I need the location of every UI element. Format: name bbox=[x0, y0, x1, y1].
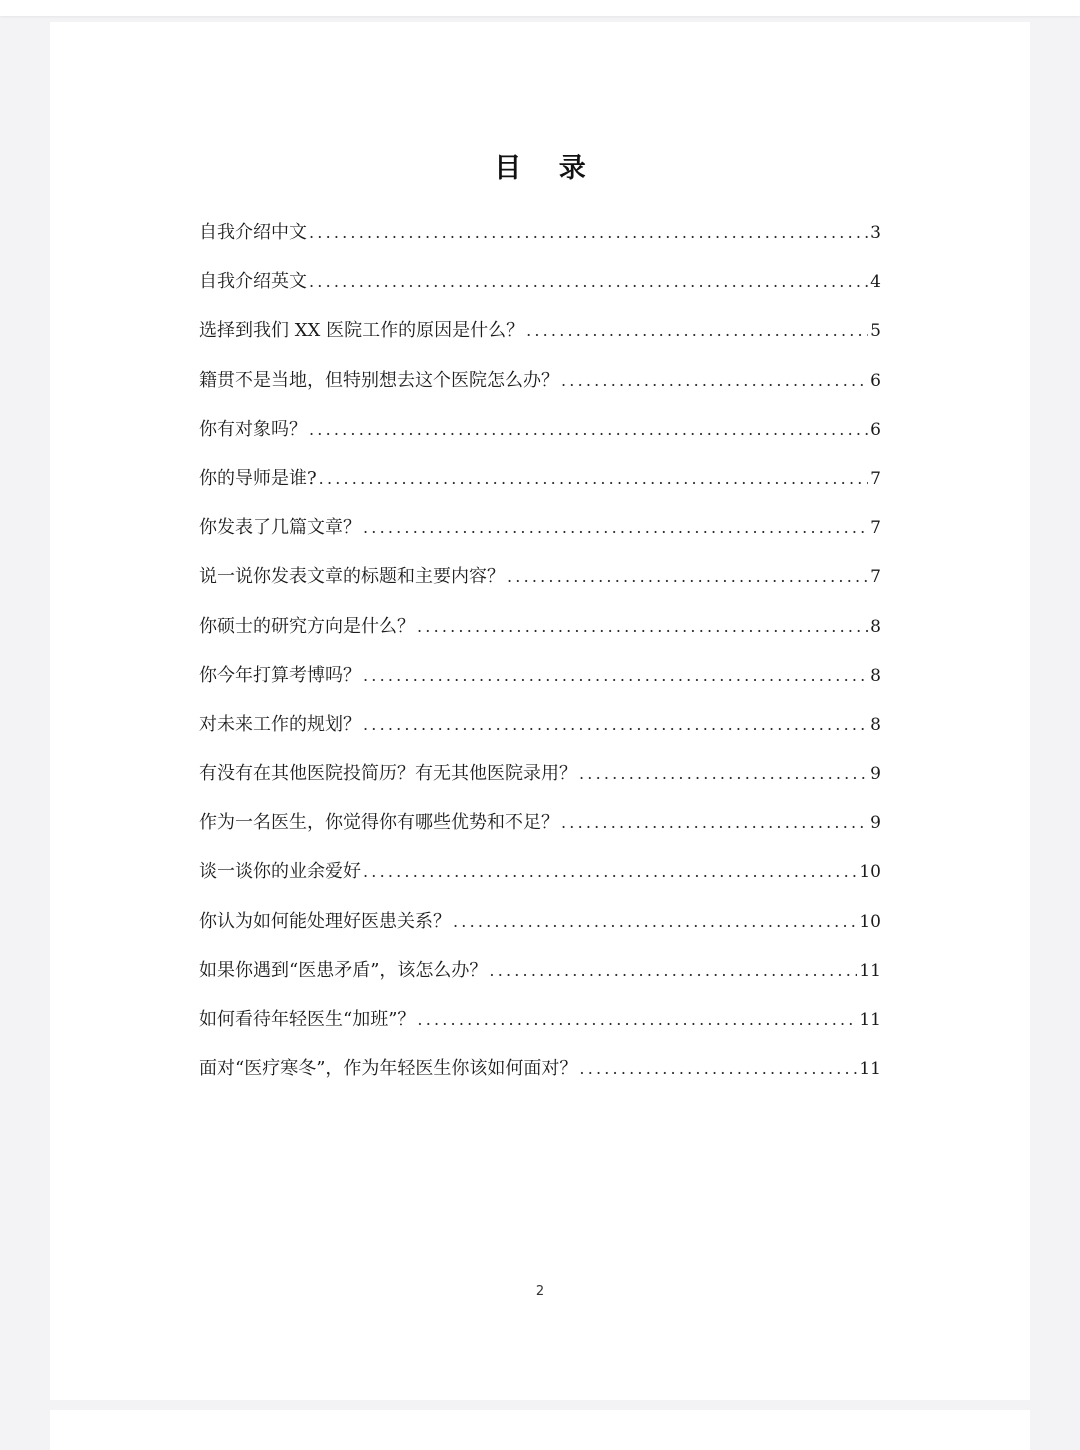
toc-leader-dots bbox=[363, 847, 857, 896]
toc-entry-text: 你有对象吗？ bbox=[199, 418, 307, 440]
toc-entry[interactable] bbox=[199, 503, 881, 552]
toc-entry-page: 11 bbox=[859, 1059, 881, 1080]
toc-entry-page: 11 bbox=[859, 1010, 881, 1030]
toc-entry[interactable] bbox=[199, 749, 881, 798]
document-page bbox=[50, 22, 1030, 1400]
toc-entry-page: 10 bbox=[859, 862, 881, 883]
toc-entry-text: 说一说你发表文章的标题和主要内容？ bbox=[199, 566, 505, 588]
toc-leader-dots bbox=[319, 454, 869, 503]
toc-leader-dots bbox=[309, 257, 868, 306]
toc-entry-text: 有没有在其他医院投简历？有无其他医院录用？ bbox=[199, 763, 577, 785]
toc-entry[interactable] bbox=[199, 552, 881, 601]
toc-entry[interactable] bbox=[199, 1044, 881, 1093]
toc-leader-dots bbox=[363, 651, 868, 700]
toc-entry[interactable] bbox=[199, 356, 881, 405]
toc-entry[interactable] bbox=[199, 257, 881, 306]
toc-entry-page: 4 bbox=[870, 272, 881, 293]
toc-entry[interactable] bbox=[199, 700, 881, 749]
toc-entry-page: 7 bbox=[870, 468, 881, 489]
toc-entry[interactable] bbox=[199, 454, 881, 503]
toc-leader-dots bbox=[363, 503, 868, 552]
toc-entry-text: 作为一名医生，你觉得你有哪些优势和不足？ bbox=[199, 812, 559, 834]
toc-leader-dots bbox=[579, 1044, 857, 1093]
toc-entry[interactable] bbox=[199, 306, 881, 355]
toc-entry-page: 8 bbox=[870, 714, 881, 735]
toc-entry[interactable] bbox=[199, 995, 881, 1044]
toc-leader-dots bbox=[561, 798, 868, 847]
page-number: 2 bbox=[535, 1284, 545, 1299]
toc-entry-text: 如果你遇到“医患矛盾”，该怎么办？ bbox=[199, 959, 488, 981]
toc-entry-text: 对未来工作的规划？ bbox=[199, 713, 361, 735]
toc-entry-text: 你硕士的研究方向是什么？ bbox=[199, 615, 415, 637]
table-of-contents bbox=[199, 208, 881, 1093]
toc-entry[interactable] bbox=[199, 946, 881, 995]
toc-entry-page: 7 bbox=[870, 567, 881, 588]
toc-entry[interactable] bbox=[199, 405, 881, 454]
toc-entry-page: 11 bbox=[859, 960, 881, 981]
toc-leader-dots bbox=[507, 552, 868, 601]
toc-entry-page: 9 bbox=[870, 813, 881, 834]
toc-entry-text: 籍贯不是当地，但特别想去这个医院怎么办？ bbox=[199, 369, 559, 391]
toc-entry-page: 9 bbox=[870, 764, 881, 785]
toc-entry-page: 10 bbox=[859, 911, 881, 932]
toc-leader-dots bbox=[489, 946, 857, 995]
toc-entry-text: 如何看待年轻医生“加班”？ bbox=[199, 1009, 416, 1030]
toc-entry-page: 3 bbox=[870, 223, 881, 243]
toc-entry-text: 你发表了几篇文章？ bbox=[199, 517, 361, 539]
toc-entry-text: 你今年打算考博吗？ bbox=[199, 664, 361, 686]
toc-entry-page: 5 bbox=[870, 321, 881, 342]
toc-entry-page: 8 bbox=[870, 665, 881, 686]
toc-entry-text: 面对“医疗寒冬”，作为年轻医生你该如何面对？ bbox=[199, 1058, 578, 1080]
toc-leader-dots bbox=[417, 995, 857, 1044]
toc-title: 目 录 bbox=[494, 153, 600, 184]
toc-entry-text: 选择到我们 XX 医院工作的原因是什么？ bbox=[199, 320, 525, 342]
toc-leader-dots bbox=[526, 306, 868, 355]
toc-entry-text: 你认为如何能处理好医患关系？ bbox=[199, 910, 451, 932]
next-document-page bbox=[50, 1410, 1030, 1450]
toc-leader-dots bbox=[309, 405, 868, 454]
toc-entry-text: 自我介绍中文 bbox=[199, 222, 307, 243]
toc-entry-page: 8 bbox=[870, 616, 881, 637]
toc-entry-text: 自我介绍英文 bbox=[199, 271, 307, 293]
toc-entry-page: 6 bbox=[870, 370, 881, 391]
toc-entry-text: 谈一谈你的业余爱好 bbox=[199, 861, 361, 883]
toc-entry-text: 你的导师是谁? bbox=[199, 467, 317, 489]
toc-entry[interactable] bbox=[199, 897, 881, 946]
toc-leader-dots bbox=[453, 897, 857, 946]
toc-entry[interactable] bbox=[199, 208, 881, 257]
toc-leader-dots bbox=[417, 602, 868, 651]
toc-leader-dots bbox=[579, 749, 868, 798]
toc-entry[interactable] bbox=[199, 847, 881, 896]
toc-leader-dots bbox=[363, 700, 868, 749]
toc-entry[interactable] bbox=[199, 798, 881, 847]
toc-leader-dots bbox=[561, 356, 868, 405]
toc-entry-page: 7 bbox=[870, 518, 881, 539]
toc-entry-page: 6 bbox=[870, 419, 881, 440]
toc-entry[interactable] bbox=[199, 602, 881, 651]
toc-entry[interactable] bbox=[199, 651, 881, 700]
viewer-top-bar bbox=[0, 0, 1080, 16]
toc-leader-dots bbox=[309, 208, 868, 257]
